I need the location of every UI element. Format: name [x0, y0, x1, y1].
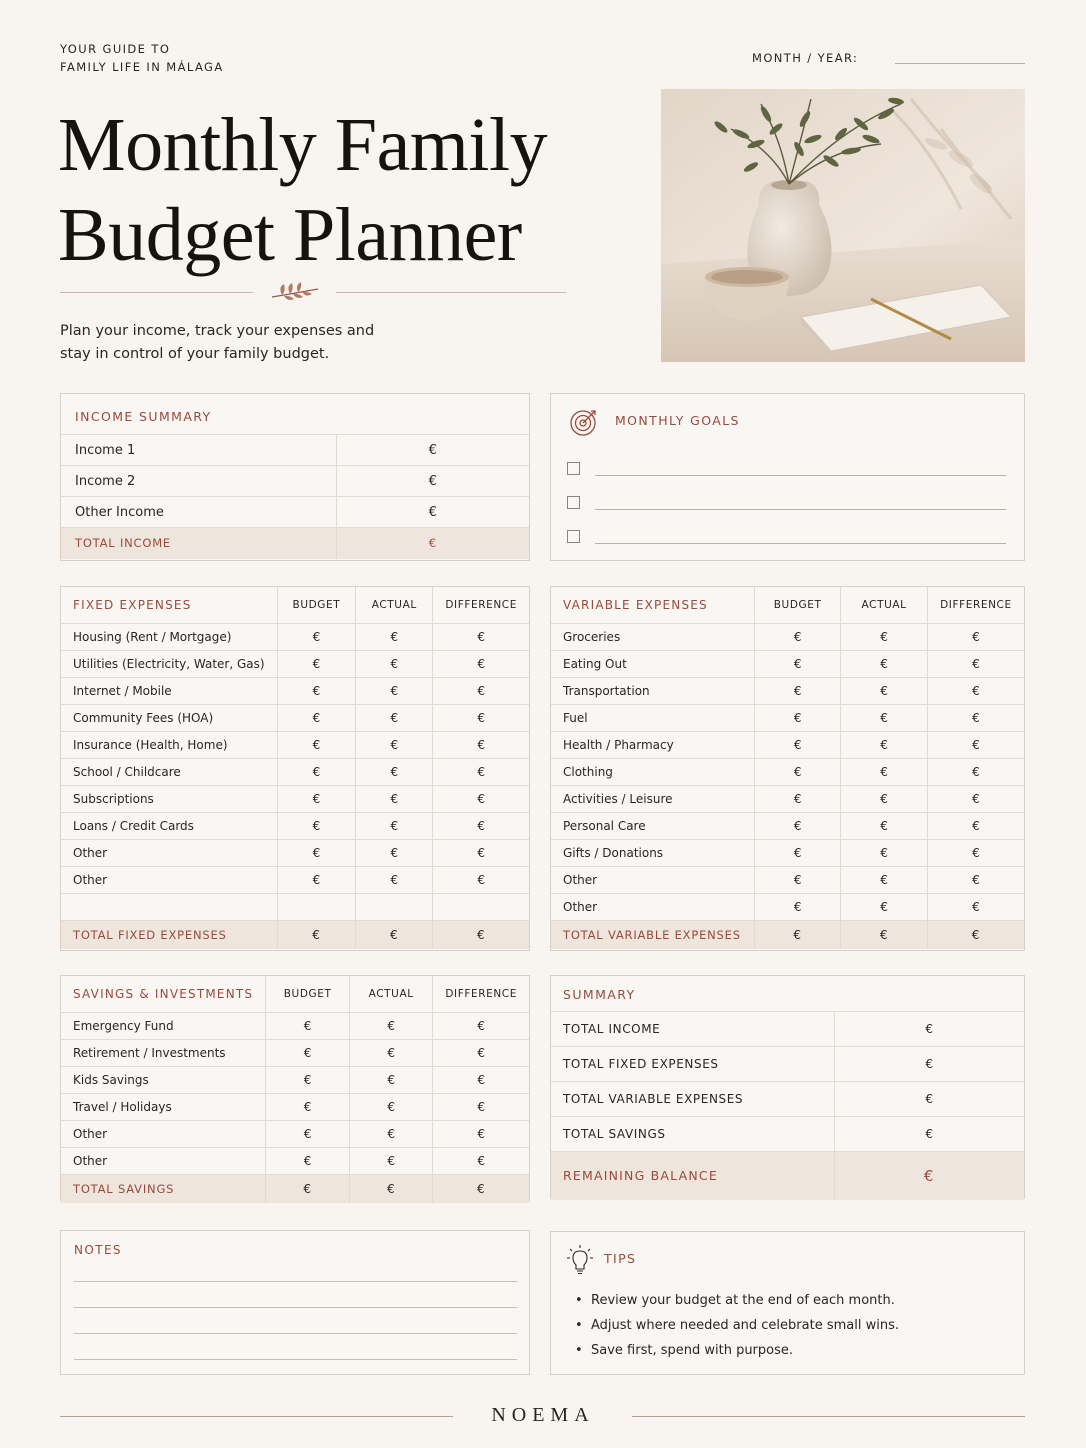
actual-cell[interactable]: €	[350, 1147, 433, 1174]
table-header-row	[61, 976, 529, 1012]
difference-cell[interactable]: €	[927, 866, 1024, 893]
income-row-value[interactable]: €	[336, 497, 529, 528]
summary-row-label: TOTAL VARIABLE EXPENSES	[551, 1082, 834, 1117]
difference-cell[interactable]: €	[433, 839, 529, 866]
actual-cell[interactable]: €	[350, 1093, 433, 1120]
table-row	[61, 704, 529, 731]
lightbulb-icon	[567, 1244, 593, 1276]
table-row	[61, 1120, 529, 1147]
variable_expenses-title: VARIABLE EXPENSES	[563, 597, 708, 612]
remaining-balance-label: REMAINING BALANCE	[551, 1152, 834, 1200]
actual-cell[interactable]: €	[356, 677, 433, 704]
table-header-row	[61, 587, 529, 623]
budget-cell[interactable]: €	[277, 623, 356, 650]
summary-row-value[interactable]: €	[834, 1117, 1024, 1152]
income-row-label: Income 2	[61, 466, 336, 497]
actual-cell[interactable]: €	[841, 650, 927, 677]
row-label: Internet / Mobile	[61, 677, 277, 704]
difference-cell[interactable]: €	[927, 839, 1024, 866]
goal-row	[567, 462, 1007, 478]
budget-cell[interactable]: €	[277, 758, 356, 785]
table-row	[61, 731, 529, 758]
budget-cell[interactable]: €	[754, 758, 840, 785]
difference-cell[interactable]: €	[433, 677, 529, 704]
table-row	[61, 650, 529, 677]
row-label: School / Childcare	[61, 758, 277, 785]
notes-card	[60, 1230, 530, 1375]
actual-cell[interactable]: €	[356, 623, 433, 650]
summary-table	[551, 1011, 1024, 1200]
tips-title: TIPS	[604, 1251, 637, 1266]
actual-cell[interactable]: €	[356, 704, 433, 731]
actual-cell[interactable]: €	[356, 758, 433, 785]
table-row	[551, 650, 1024, 677]
budget-cell[interactable]: €	[266, 1120, 350, 1147]
difference-cell[interactable]: €	[927, 704, 1024, 731]
actual-cell[interactable]: €	[841, 866, 927, 893]
total-label: TOTAL FIXED EXPENSES	[61, 920, 277, 949]
actual-cell[interactable]: €	[841, 839, 927, 866]
difference-cell[interactable]: €	[433, 650, 529, 677]
budget-cell[interactable]: €	[754, 893, 840, 920]
summary-card	[550, 975, 1025, 1199]
income-total-value[interactable]: €	[336, 528, 529, 559]
actual-cell[interactable]: €	[356, 812, 433, 839]
goal-input-line[interactable]	[595, 509, 1006, 510]
fixed_expenses-title: FIXED EXPENSES	[73, 597, 192, 612]
row-label: Travel / Holidays	[61, 1093, 266, 1120]
difference-cell[interactable]: €	[433, 623, 529, 650]
difference-cell[interactable]: €	[433, 758, 529, 785]
income-row	[61, 497, 529, 528]
table-row	[61, 785, 529, 812]
actual-cell[interactable]: €	[841, 704, 927, 731]
difference-cell[interactable]: €	[433, 1093, 529, 1120]
fixed-expenses-table	[61, 587, 529, 949]
subtitle-line-1: Plan your income, track your expenses and	[60, 323, 375, 339]
table-row	[551, 893, 1024, 920]
income-row-value[interactable]: €	[336, 435, 529, 466]
row-label: Other	[61, 1120, 266, 1147]
difference-cell[interactable]: €	[433, 704, 529, 731]
goal-row	[567, 496, 1007, 512]
income-row	[61, 435, 529, 466]
difference-cell[interactable]: €	[433, 1066, 529, 1093]
budget-cell[interactable]: €	[277, 785, 356, 812]
difference-cell[interactable]: €	[927, 812, 1024, 839]
notes-line[interactable]	[74, 1333, 517, 1334]
fixed-expenses-card	[60, 586, 530, 951]
difference-cell[interactable]: €	[927, 650, 1024, 677]
income-row-value[interactable]: €	[336, 466, 529, 497]
actual-cell[interactable]: €	[350, 1066, 433, 1093]
column-header-difference: DIFFERENCE	[433, 587, 529, 623]
column-header-actual: ACTUAL	[841, 587, 927, 623]
table-row	[61, 1093, 529, 1120]
goal-checkbox[interactable]	[567, 496, 580, 509]
difference-cell[interactable]: €	[927, 758, 1024, 785]
total-budget-cell[interactable]: €	[266, 1174, 350, 1203]
total-difference-cell[interactable]: €	[433, 1174, 529, 1203]
table-row	[551, 677, 1024, 704]
actual-cell[interactable]: €	[841, 758, 927, 785]
budget-cell[interactable]: €	[266, 1093, 350, 1120]
row-label: Gifts / Donations	[551, 839, 754, 866]
column-header-difference: DIFFERENCE	[927, 587, 1024, 623]
budget-cell[interactable]: €	[277, 731, 356, 758]
income-summary-title: INCOME SUMMARY	[75, 409, 212, 424]
monthly-goals-card	[550, 393, 1025, 561]
table-row	[551, 866, 1024, 893]
total-actual-cell[interactable]: €	[356, 920, 433, 949]
row-label: Insurance (Health, Home)	[61, 731, 277, 758]
eyebrow-line-2: FAMILY LIFE IN MÁLAGA	[60, 60, 224, 74]
leaf-ornament-icon	[268, 280, 322, 304]
budget-cell[interactable]: €	[754, 866, 840, 893]
table-row	[551, 785, 1024, 812]
table-row	[61, 1066, 529, 1093]
row-label: Utilities (Electricity, Water, Gas)	[61, 650, 277, 677]
table-row	[61, 1039, 529, 1066]
variable-expenses-card	[550, 586, 1025, 951]
page-title	[58, 100, 618, 280]
budget-cell[interactable]: €	[266, 1147, 350, 1174]
income-table	[61, 434, 529, 559]
row-label: Personal Care	[551, 812, 754, 839]
table-row	[61, 866, 529, 893]
table-row	[61, 623, 529, 650]
summary-row-value[interactable]: €	[834, 1012, 1024, 1047]
empty-row	[61, 893, 529, 920]
total-label: TOTAL VARIABLE EXPENSES	[551, 920, 754, 949]
row-label: Clothing	[551, 758, 754, 785]
budget-cell[interactable]: €	[754, 623, 840, 650]
income-total-label: TOTAL INCOME	[61, 528, 336, 559]
table-row	[61, 1012, 529, 1039]
savings-table	[61, 976, 529, 1203]
tip-item: • Review your budget at the end of each month.	[575, 1288, 899, 1313]
total-actual-cell[interactable]: €	[841, 920, 927, 949]
total-actual-cell[interactable]: €	[350, 1174, 433, 1203]
goal-checkbox[interactable]	[567, 530, 580, 543]
month-year-input-line[interactable]	[895, 63, 1025, 64]
table-row	[551, 758, 1024, 785]
budget-cell[interactable]: €	[277, 677, 356, 704]
actual-cell[interactable]: €	[841, 785, 927, 812]
table-row	[551, 704, 1024, 731]
difference-cell[interactable]: €	[433, 812, 529, 839]
summary-row	[551, 1117, 1024, 1152]
goal-input-line[interactable]	[595, 543, 1006, 544]
row-label: Subscriptions	[61, 785, 277, 812]
summary-row-label: TOTAL SAVINGS	[551, 1117, 834, 1152]
budget-cell[interactable]: €	[277, 704, 356, 731]
difference-cell[interactable]: €	[433, 866, 529, 893]
tips-list	[575, 1288, 899, 1363]
row-label: Transportation	[551, 677, 754, 704]
total-budget-cell[interactable]: €	[754, 920, 840, 949]
savings-title: SAVINGS & INVESTMENTS	[73, 986, 254, 1001]
budget-cell[interactable]: €	[754, 650, 840, 677]
goal-row	[567, 530, 1007, 546]
title-divider-right	[336, 292, 566, 293]
total-difference-cell[interactable]: €	[433, 920, 529, 949]
summary-row-label: TOTAL FIXED EXPENSES	[551, 1047, 834, 1082]
difference-cell[interactable]: €	[927, 893, 1024, 920]
row-label: Eating Out	[551, 650, 754, 677]
table-row	[61, 1147, 529, 1174]
row-label: Health / Pharmacy	[551, 731, 754, 758]
column-header-budget: BUDGET	[277, 587, 356, 623]
difference-cell[interactable]: €	[433, 1120, 529, 1147]
row-label: Other	[61, 866, 277, 893]
row-label: Activities / Leisure	[551, 785, 754, 812]
month-year-label: MONTH / YEAR:	[752, 51, 859, 65]
row-label: Other	[551, 893, 754, 920]
budget-cell[interactable]: €	[754, 704, 840, 731]
budget-cell[interactable]: €	[266, 1066, 350, 1093]
savings-card	[60, 975, 530, 1201]
remaining-balance-row	[551, 1152, 1024, 1200]
brand-logo: NOEMA	[491, 1404, 595, 1426]
budget-cell[interactable]: €	[277, 839, 356, 866]
difference-cell[interactable]: €	[927, 677, 1024, 704]
difference-cell[interactable]: €	[927, 785, 1024, 812]
title-line-2: Budget Planner	[58, 193, 522, 277]
actual-cell[interactable]: €	[841, 812, 927, 839]
income-row	[61, 466, 529, 497]
tip-item: • Save first, spend with purpose.	[575, 1338, 899, 1363]
difference-cell[interactable]: €	[927, 623, 1024, 650]
empty-cell[interactable]	[433, 893, 529, 920]
actual-cell[interactable]: €	[350, 1120, 433, 1147]
row-label: Groceries	[551, 623, 754, 650]
subtitle	[60, 320, 440, 366]
target-icon	[569, 407, 599, 437]
remaining-balance-value[interactable]: €	[834, 1152, 1024, 1200]
summary-row	[551, 1012, 1024, 1047]
row-label: Fuel	[551, 704, 754, 731]
goal-input-line[interactable]	[595, 475, 1006, 476]
summary-row-value[interactable]: €	[834, 1047, 1024, 1082]
difference-cell[interactable]: €	[433, 731, 529, 758]
column-header-actual: ACTUAL	[350, 976, 433, 1012]
difference-cell[interactable]: €	[927, 731, 1024, 758]
eyebrow-line-1: YOUR GUIDE TO	[60, 42, 171, 56]
row-label: Housing (Rent / Mortgage)	[61, 623, 277, 650]
table-header-row	[551, 587, 1024, 623]
total-difference-cell[interactable]: €	[927, 920, 1024, 949]
row-label: Retirement / Investments	[61, 1039, 266, 1066]
table-row	[551, 839, 1024, 866]
budget-cell[interactable]: €	[266, 1039, 350, 1066]
summary-row	[551, 1047, 1024, 1082]
budget-cell[interactable]: €	[266, 1012, 350, 1039]
summary-title: SUMMARY	[563, 987, 636, 1002]
empty-cell[interactable]	[61, 893, 277, 920]
income-total-row	[61, 528, 529, 559]
difference-cell[interactable]: €	[433, 1147, 529, 1174]
actual-cell[interactable]: €	[356, 785, 433, 812]
variable_expenses-total-row	[551, 920, 1024, 949]
eyebrow	[60, 40, 224, 76]
difference-cell[interactable]: €	[433, 785, 529, 812]
budget-cell[interactable]: €	[277, 650, 356, 677]
variable-expenses-table	[551, 587, 1024, 949]
income-row-label: Other Income	[61, 497, 336, 528]
actual-cell[interactable]: €	[350, 1039, 433, 1066]
column-header-difference: DIFFERENCE	[433, 976, 529, 1012]
actual-cell[interactable]: €	[841, 623, 927, 650]
actual-cell[interactable]: €	[356, 731, 433, 758]
actual-cell[interactable]: €	[841, 677, 927, 704]
notes-line[interactable]	[74, 1281, 517, 1282]
budget-cell[interactable]: €	[754, 839, 840, 866]
table-row	[551, 623, 1024, 650]
budget-cell[interactable]: €	[277, 812, 356, 839]
summary-row-label: TOTAL INCOME	[551, 1012, 834, 1047]
row-label: Loans / Credit Cards	[61, 812, 277, 839]
table-row	[61, 812, 529, 839]
row-label: Kids Savings	[61, 1066, 266, 1093]
tip-item: • Adjust where needed and celebrate small wins.	[575, 1313, 899, 1338]
total-budget-cell[interactable]: €	[277, 920, 356, 949]
table-row	[551, 731, 1024, 758]
row-label: Community Fees (HOA)	[61, 704, 277, 731]
actual-cell[interactable]: €	[841, 893, 927, 920]
notes-line[interactable]	[74, 1307, 517, 1308]
notes-line[interactable]	[74, 1359, 517, 1360]
title-line-1: Monthly Family	[58, 103, 548, 187]
budget-cell[interactable]: €	[754, 731, 840, 758]
column-header-budget: BUDGET	[754, 587, 840, 623]
row-label: Other	[61, 1147, 266, 1174]
actual-cell[interactable]: €	[841, 731, 927, 758]
income-row-label: Income 1	[61, 435, 336, 466]
empty-cell[interactable]	[277, 893, 356, 920]
difference-cell[interactable]: €	[433, 1012, 529, 1039]
row-label: Emergency Fund	[61, 1012, 266, 1039]
table-row	[61, 758, 529, 785]
budget-cell[interactable]: €	[754, 677, 840, 704]
budget-cell[interactable]: €	[277, 866, 356, 893]
savings-total-row	[61, 1174, 529, 1203]
total-label: TOTAL SAVINGS	[61, 1174, 266, 1203]
actual-cell[interactable]: €	[350, 1012, 433, 1039]
actual-cell[interactable]: €	[356, 650, 433, 677]
goal-checkbox[interactable]	[567, 462, 580, 475]
table-row	[61, 839, 529, 866]
income-summary-card	[60, 393, 530, 561]
budget-cell[interactable]: €	[754, 812, 840, 839]
row-label: Other	[61, 839, 277, 866]
table-row	[61, 677, 529, 704]
row-label: Other	[551, 866, 754, 893]
column-header-actual: ACTUAL	[356, 587, 433, 623]
column-header-budget: BUDGET	[266, 976, 350, 1012]
table-row	[551, 812, 1024, 839]
summary-row	[551, 1082, 1024, 1117]
summary-row-value[interactable]: €	[834, 1082, 1024, 1117]
difference-cell[interactable]: €	[433, 1039, 529, 1066]
monthly-goals-title: MONTHLY GOALS	[615, 413, 740, 428]
tips-card	[550, 1231, 1025, 1375]
decor-photo	[661, 89, 1025, 362]
budget-cell[interactable]: €	[754, 785, 840, 812]
subtitle-line-2: stay in control of your family budget.	[60, 346, 330, 362]
actual-cell[interactable]: €	[356, 866, 433, 893]
actual-cell[interactable]: €	[356, 839, 433, 866]
fixed_expenses-total-row	[61, 920, 529, 949]
notes-title: NOTES	[74, 1243, 122, 1257]
empty-cell[interactable]	[356, 893, 433, 920]
title-divider-left	[60, 292, 253, 293]
